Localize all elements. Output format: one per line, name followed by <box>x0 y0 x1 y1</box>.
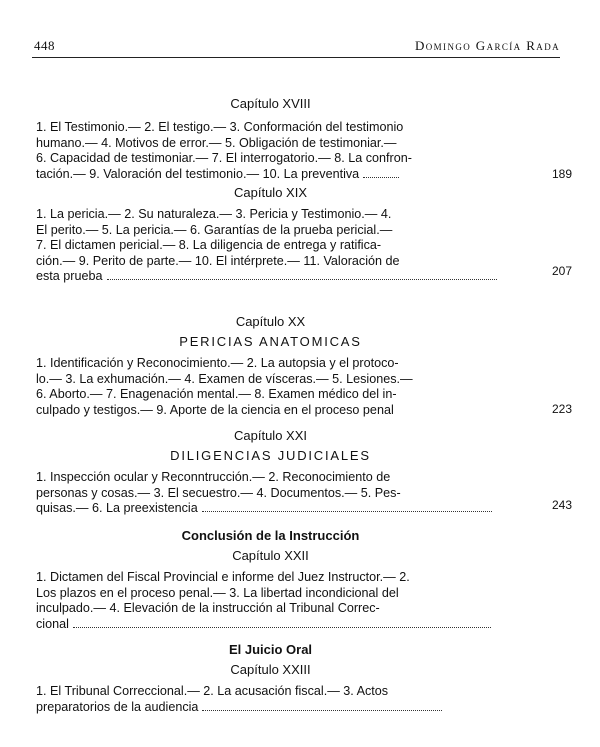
chapter-xviii-label: Capítulo XVIII <box>230 96 311 111</box>
toc-line: ción.— 9. Perito de parte.— 10. El intérprete.— 11. Valoración de <box>36 253 400 268</box>
chapter-xxi-contents <box>36 470 505 517</box>
leader-dots <box>363 176 399 178</box>
chapter-xviii-page: 189 <box>551 167 572 181</box>
toc-line: 1. La pericia.— 2. Su naturaleza.— 3. Pericia y Testimonio.— 4. <box>36 207 392 221</box>
toc-line: humano.— 4. Motivos de error.— 5. Obligación de testimoniar.— <box>36 135 397 150</box>
toc-line: inculpado.— 4. Elevación de la instrucción al Tribunal Correc- <box>36 601 380 616</box>
chapter-xxi-subtitle: DILIGENCIAS JUDICIALES <box>170 448 371 463</box>
part-heading-juicio-oral: El Juicio Oral <box>228 642 313 657</box>
leader-dots <box>73 626 491 628</box>
toc-line: 1. Dictamen del Fiscal Provincial e informe del Juez Instructor.— 2. <box>36 570 410 584</box>
toc-line: 1. El Testimonio.— 2. El testigo.— 3. Conformación del testimonio <box>36 120 404 134</box>
toc-line: esta prueba <box>36 269 103 284</box>
chapter-xx-page: 223 <box>551 402 572 416</box>
toc-line: Los plazos en el proceso penal.— 3. La libertad incondicional del <box>36 585 399 600</box>
toc-last-line <box>36 167 505 183</box>
chapter-xx-subtitle: PERICIAS ANATOMICAS <box>179 334 362 349</box>
toc-line: tación.— 9. Valoración del testimonio.— 10. La preventiva <box>36 166 360 181</box>
toc-line: cional <box>36 616 69 631</box>
toc-last-line <box>36 501 505 517</box>
chapter-xxii-contents <box>36 570 505 632</box>
chapter-xix-label: Capítulo XIX <box>234 185 307 200</box>
toc-line: culpado y testigos.— 9. Aporte de la ciencia en el proceso penal <box>36 402 394 417</box>
toc-line: 6. Aborto.— 7. Enagenación mental.— 8. Examen médico del in- <box>36 387 397 402</box>
toc-line: lo.— 3. La exhumación.— 4. Examen de vísceras.— 5. Lesiones.— <box>36 371 413 386</box>
header-rule <box>32 57 560 58</box>
chapter-xix-page: 207 <box>551 264 572 278</box>
toc-line: personas y cosas.— 3. El secuestro.— 4. Documentos.— 5. Pes- <box>36 485 401 500</box>
leader-dots <box>107 278 497 280</box>
toc-line: quisas.— 6. La preexistencia <box>36 501 198 516</box>
toc-last-line <box>36 617 505 633</box>
leader-dots <box>202 709 442 711</box>
running-head <box>34 34 560 52</box>
chapter-xx-label: Capítulo XX <box>235 314 306 329</box>
chapter-xx-contents <box>36 356 505 418</box>
toc-line: 7. El dictamen pericial.— 8. La diligencia de entrega y ratifica- <box>36 238 382 253</box>
page-number: 448 <box>34 38 55 53</box>
chapter-xix-contents <box>36 207 505 285</box>
chapter-xxi-page: 243 <box>551 498 572 512</box>
chapter-xxiii-contents <box>36 684 505 715</box>
toc-line: El perito.— 5. La pericia.— 6. Garantías de la prueba pericial.— <box>36 222 393 237</box>
running-head-author: Domingo García Rada <box>414 38 560 53</box>
chapter-xxii-label: Capítulo XXII <box>232 548 309 563</box>
chapter-xxiii-label: Capítulo XXIII <box>230 662 311 677</box>
toc-last-line <box>36 269 505 285</box>
toc-last-line <box>36 700 505 716</box>
part-heading-conclusion: Conclusión de la Instrucción <box>181 528 360 543</box>
toc-line: 1. El Tribunal Correccional.— 2. La acusación fiscal.— 3. Actos <box>36 684 389 698</box>
chapter-xxi-label: Capítulo XXI <box>234 428 307 443</box>
toc-line: 1. Identificación y Reconocimiento.— 2. La autopsia y el protoco- <box>36 356 399 370</box>
toc-line: 1. Inspección ocular y Reconntrucción.— 2. Reconocimiento de <box>36 470 391 484</box>
toc-line: preparatorios de la audiencia <box>36 699 199 714</box>
chapter-xviii-contents <box>36 120 505 182</box>
toc-line: 6. Capacidad de testimoniar.— 7. El interrogatorio.— 8. La confron- <box>36 151 412 166</box>
leader-dots <box>202 510 492 512</box>
